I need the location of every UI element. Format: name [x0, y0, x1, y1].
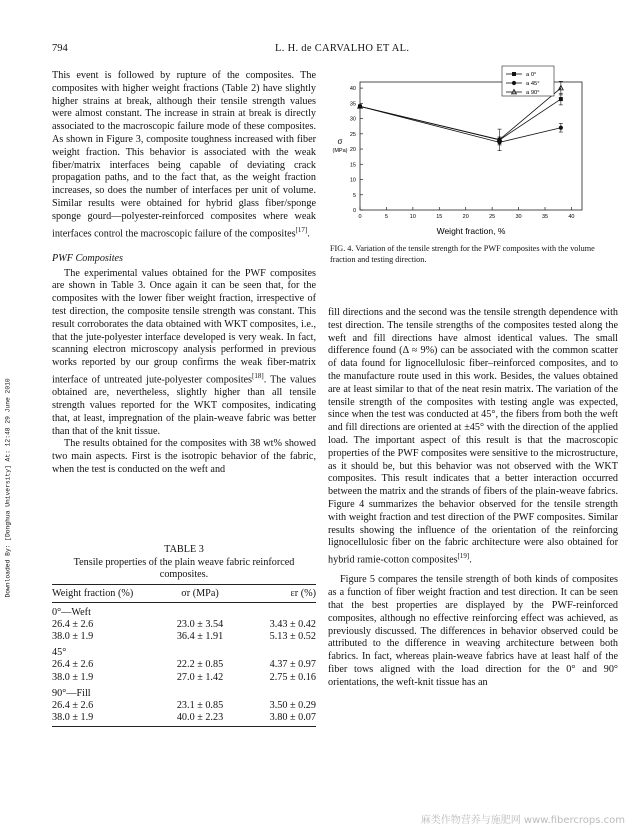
y-tick-label: 10 [349, 177, 356, 184]
group-label: 0°—Weft [52, 606, 91, 618]
right-column [328, 307, 618, 690]
y-tick-label: 20 [349, 147, 356, 154]
x-tick-label: 5 [384, 214, 388, 220]
legend-label: a 90° [526, 90, 540, 96]
y-tick-label: 40 [349, 86, 356, 93]
y-tick-label: 25 [349, 131, 356, 138]
table-row: 38.0 ± 1.9 40.0 ± 2.23 3.80 ± 0.07 [52, 712, 316, 727]
table-title: TABLE 3 [164, 544, 204, 555]
data-series [358, 104, 563, 145]
reference: [17] [295, 225, 308, 234]
y-tick-label: 15 [349, 162, 356, 169]
series-line [360, 106, 561, 142]
paragraph: The experimental values obtained for the PWF composites are shown in Table 3. Once again it can be seen that, for the composites with the lower fiber weight fraction, irrespective of test direction, the composite tensile strength was constant. This result corroborates the data obtained with WKT composites, i.e., that the jute-polyester interface developed is very weak. In fact, scanning electron microscopy analysis performed in previous works reported by our group confirms the weak fiber-matrix interface of untreated jute-polyester composites[18]. The values obtained are, nevertheless, slightly higher than all tensile strength values reported for the WKT composites, indicating that, at least, impregnation of the plain-weave fabric was better than that of the knit tissue. [52, 267, 316, 437]
x-axis-label: Weight fraction, % [436, 226, 506, 236]
table-row: 38.0 ± 1.9 36.4 ± 1.91 5.13 ± 0.52 [52, 630, 316, 642]
left-column [52, 70, 316, 477]
data-table [52, 584, 316, 728]
x-tick-label: 15 [436, 214, 443, 220]
y-axis-unit: (MPa) [332, 148, 348, 154]
figure-caption: FIG. 4. Variation of the tensile strength for the PWF composites with the volume fraction and testing direction. [330, 244, 595, 264]
reference: [18] [252, 371, 264, 380]
x-tick-label: 20 [462, 214, 469, 220]
y-axis-label: σ [337, 137, 343, 146]
column-header: σr (MPa) [154, 584, 246, 602]
running-head: L. H. de CARVALHO ET AL. [275, 43, 410, 54]
reference: [19] [457, 552, 470, 561]
x-tick-label: 40 [568, 214, 575, 220]
table-row: 26.4 ± 2.6 22.2 ± 0.85 4.37 ± 0.97 [52, 659, 316, 671]
table-row: 38.0 ± 1.9 27.0 ± 1.42 2.75 ± 0.16 [52, 671, 316, 683]
x-tick-label: 25 [489, 214, 496, 220]
column-header: Weight fraction (%) [52, 584, 154, 602]
column-header: εr (%) [246, 584, 316, 602]
table-caption: Tensile properties of the plain weave fabric reinforced composites. [73, 556, 295, 580]
x-axis [358, 207, 574, 220]
x-tick-label: 10 [409, 214, 416, 220]
x-tick-label: 30 [515, 214, 522, 220]
group-label: 45° [52, 647, 67, 659]
x-tick-label: 0 [358, 214, 362, 220]
paragraph: The results obtained for the composites with 38 wt% showed two main aspects. First is the isotropic behavior of the fabric, when the test is conducted on the weft and [52, 438, 316, 475]
data-point-square [559, 97, 563, 101]
table-3 [52, 544, 316, 727]
series-line [360, 99, 561, 140]
table-row: 26.4 ± 2.6 23.0 ± 3.54 3.43 ± 0.42 [52, 618, 316, 630]
legend [502, 66, 554, 96]
data-series [358, 93, 563, 150]
chart-frame [360, 82, 582, 210]
y-tick-label: 5 [352, 192, 356, 199]
watermark: 麻类作物营养与施肥网 www.fibercrops.com [420, 815, 625, 826]
data-point-square [512, 72, 516, 76]
paragraph: fill directions and the second was the tensile strength dependence with test direction. The tensile strengths of the composites tested along the weft and fill directions have almost identical values. The small difference found (Δ ≈ 9%) can be associated with the common scatter of data found for lignocellulosic fiber–reinforced composites, and to the manufacture route used in this work. Besides, the values obtained are at least similar to that of the neat resin matrix. The variation of the tensile strength of the composites with testing angle was expected, since when the test was conducted at 45°, the fibers from both the weft and fill directions are oriented at ±45° with the direction of the applied load. The important aspect of this result is that the macroscopic properties of the PWF composites were sensitive to the microstructure, as it should be, but this behavior was not observed with the WKT composites. This result indicates that a better interaction occurred between the matrix and the strands of fibers of the plain-weave fabrics. Figure 4 summarizes the behavior observed for the tensile strength with weight fraction and test direction of the PWF composites. Similar results showing the influence of the orientation of the reinforcing lignocellulosic fiber on the fabric architecture were also obtained for hybrid ramie-cotton composites[19]. [328, 307, 618, 566]
legend-label: a 45° [526, 81, 540, 87]
legend-label: a 0° [526, 72, 537, 78]
figure-4-chart [326, 62, 618, 240]
table-row: 26.4 ± 2.6 23.1 ± 0.85 3.50 ± 0.29 [52, 699, 316, 711]
page-number: 794 [52, 43, 68, 54]
download-note: Downloaded By: [Donghua University] At: 12:48 29 June 2010 [4, 378, 12, 598]
group-label: 90°—Fill [52, 687, 91, 699]
plot-area [360, 82, 582, 210]
y-tick-label: 0 [352, 208, 356, 214]
y-tick-label: 35 [349, 101, 356, 108]
y-tick-label: 30 [349, 116, 356, 123]
section-title: PWF Composites [52, 252, 124, 264]
paragraph: Figure 5 compares the tensile strength of both kinds of composites as a function of fiber weight fraction and test direction. It can be seen that the best properties are displayed by the PWF-reinforced composites, although no effective reinforcing effect was achieved, as previously discussed. The differences in behavior observed could be attributed to the difference in weaving architecture between both fabrics. In fact, whereas plain-weave fabrics have at least half of the fiber tows aligned with the load direction for the 0° and 90° orientations, the weft-knit tissue has an [328, 574, 618, 688]
x-tick-label: 35 [541, 214, 549, 220]
data-point-circle [512, 81, 516, 85]
data-point-circle [559, 126, 563, 130]
paragraph: This event is followed by rupture of the composites. The composites with higher weight fractions (Table 2) have slightly higher strains at break, although their tensile strength values were almost constant. The increase in strain at break is directly associated to the macroscopic failure mode of these composites. As shown in Figure 3, composite toughness increased with fiber weight fraction. This behavior is associated with the weak fiber/matrix interfaces being capable of deviating crack propagation paths, and to the fact that, as the weight fraction increases, so does the number of interfaces per unit of volume. Similar results were obtained for hybrid glass fiber/sponge sponge gourd—polyester-reinforced composites where weak interfaces control the macroscopic failure of the composites[17]. [52, 70, 316, 239]
